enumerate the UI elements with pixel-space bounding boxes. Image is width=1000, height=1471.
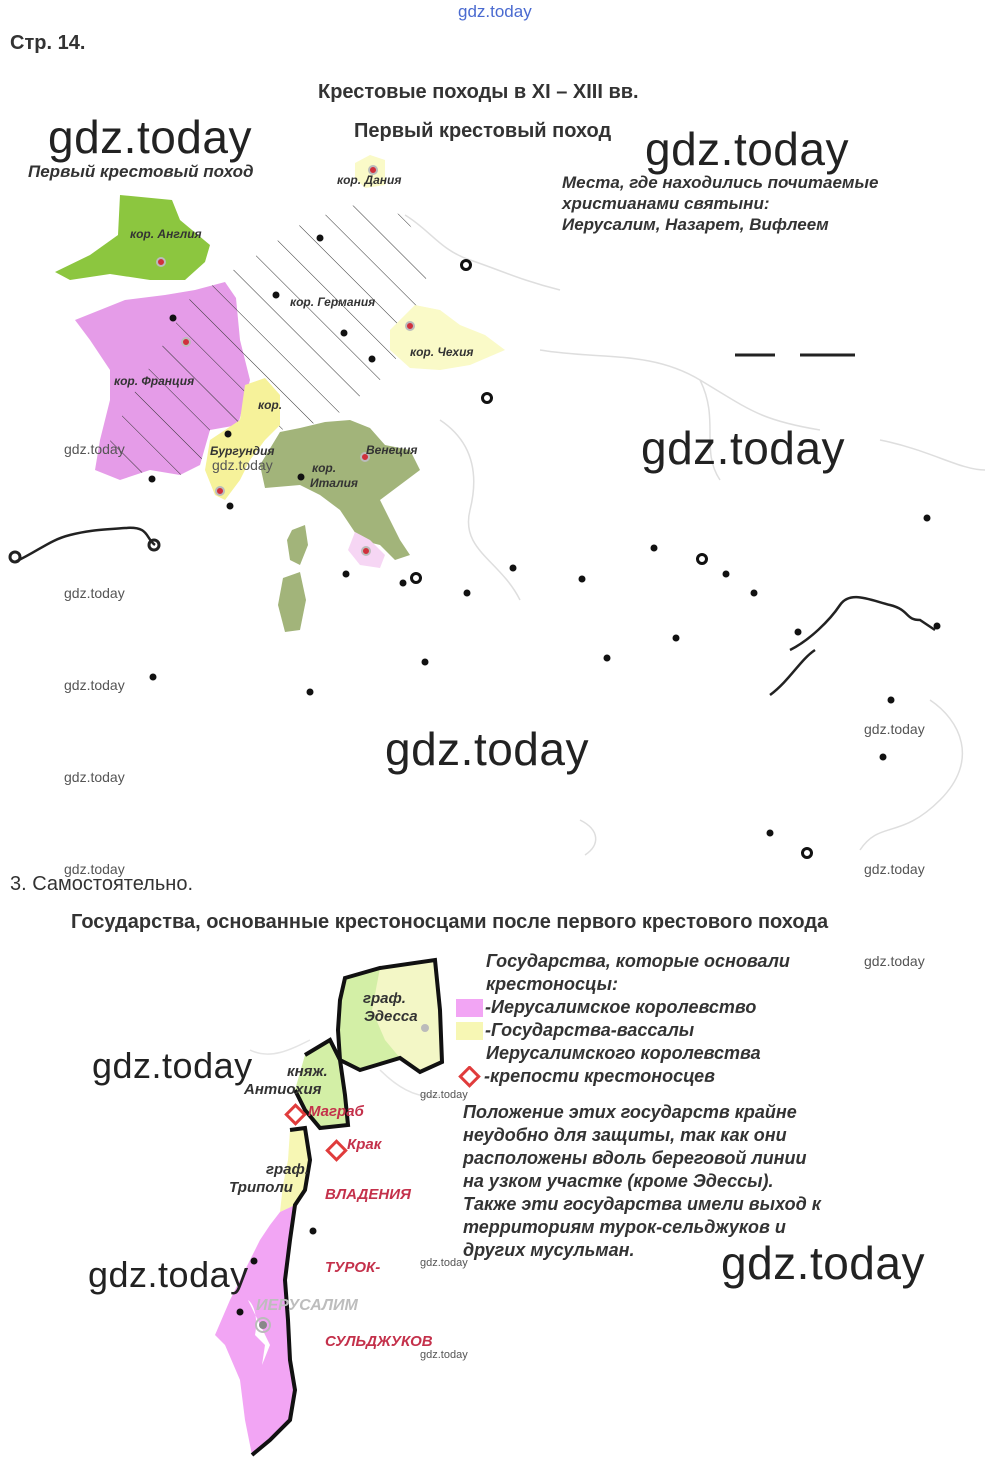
possessions-label: ВЛАДЕНИЯ bbox=[325, 1186, 411, 1203]
jerusalem-region bbox=[215, 1205, 295, 1455]
watermark: gdz.today bbox=[64, 861, 125, 877]
site-tag: gdz.today bbox=[458, 2, 532, 21]
margab-label: Маграб bbox=[308, 1103, 364, 1120]
watermark: gdz.today bbox=[92, 1045, 253, 1086]
section-label: 3. Самостоятельно. bbox=[10, 873, 193, 895]
watermark: gdz.today bbox=[721, 1237, 925, 1289]
legend-heading: крестоносцы: bbox=[486, 974, 618, 994]
fortress-krak-icon bbox=[327, 1141, 345, 1159]
jerusalem-city bbox=[259, 1321, 267, 1329]
note-line: на узком участке (кроме Эдессы). bbox=[463, 1171, 774, 1191]
watermark: gdz.today bbox=[64, 441, 125, 457]
jerusalem-label: ИЕРУСАЛИМ bbox=[256, 1297, 358, 1314]
legend-heading: Государства, которые основали bbox=[486, 951, 790, 971]
map1-caption: Первый крестовый поход bbox=[28, 162, 254, 181]
germany-label: кор. Германия bbox=[290, 295, 376, 309]
watermark: gdz.today bbox=[645, 123, 849, 175]
krak-label: Крак bbox=[347, 1136, 382, 1153]
watermark: gdz.today bbox=[385, 723, 589, 775]
watermark: gdz.today bbox=[212, 457, 273, 473]
edessa-label-1: граф. bbox=[363, 990, 406, 1007]
tripoli-label-1: граф. bbox=[266, 1161, 309, 1178]
watermark: gdz.today bbox=[64, 677, 125, 693]
italy-label-1: кор. bbox=[312, 461, 337, 475]
task-title: Государства, основанные крестоносцами после первого крестового похода bbox=[71, 911, 829, 933]
denmark-label: кор. Дания bbox=[337, 173, 402, 187]
watermark: gdz.today bbox=[864, 861, 925, 877]
antioch-label-1: княж. bbox=[287, 1063, 328, 1080]
edessa-label-2: Эдесса bbox=[364, 1008, 418, 1025]
watermark: gdz.today bbox=[88, 1254, 249, 1295]
legend-label: Иерусалимского королевства bbox=[486, 1043, 761, 1063]
page-number: Стр. 14. bbox=[10, 32, 86, 54]
turks-label: ТУРОК- bbox=[325, 1259, 381, 1276]
note-line: расположены вдоль береговой линии bbox=[463, 1148, 807, 1168]
burgundy-label: Бургундия bbox=[210, 444, 275, 458]
note-line: Положение этих государств крайне bbox=[463, 1102, 797, 1122]
shrines-line: Иерусалим, Назарет, Вифлеем bbox=[562, 215, 829, 234]
venice-label: Венеция bbox=[366, 443, 418, 457]
czech-label: кор. Чехия bbox=[410, 345, 474, 359]
legend-label: -Иерусалимское королевство bbox=[485, 997, 757, 1017]
edessa-city bbox=[421, 1024, 429, 1032]
shrines-line: христианами святыни: bbox=[562, 194, 770, 213]
note-line: неудобно для защиты, так как они bbox=[463, 1125, 787, 1145]
kor-label: кор. bbox=[258, 398, 283, 412]
italy-label-2: Италия bbox=[310, 476, 358, 490]
tripoli-label-2: Триполи bbox=[229, 1179, 293, 1196]
antioch-label-2: Антиохия bbox=[244, 1081, 322, 1098]
england-label: кор. Англия bbox=[130, 227, 202, 241]
watermark: gdz.today bbox=[420, 1349, 468, 1361]
note-line: других мусульман. bbox=[463, 1240, 635, 1260]
seljuks-label: СУЛЬДЖУКОВ bbox=[325, 1333, 433, 1350]
watermark: gdz.today bbox=[420, 1089, 468, 1101]
shrines-line: Места, где находились почитаемые bbox=[562, 173, 879, 192]
watermark: gdz.today bbox=[420, 1257, 468, 1269]
watermark: gdz.today bbox=[48, 111, 252, 163]
legend-label: -крепости крестоносцев bbox=[484, 1066, 715, 1086]
map1-title: Крестовые походы в XI – XIII вв. bbox=[318, 81, 639, 103]
note-line: Также эти государства имели выход к bbox=[463, 1194, 821, 1214]
map1-subtitle: Первый крестовый поход bbox=[354, 120, 612, 142]
watermark: gdz.today bbox=[864, 953, 925, 969]
watermark: gdz.today bbox=[64, 769, 125, 785]
france-label: кор. Франция bbox=[114, 374, 195, 388]
legend-label: -Государства-вассалы bbox=[485, 1020, 695, 1040]
watermark: gdz.today bbox=[641, 422, 845, 474]
watermark: gdz.today bbox=[864, 721, 925, 737]
note-line: территориям турок-сельджуков и bbox=[463, 1217, 786, 1237]
watermark: gdz.today bbox=[64, 585, 125, 601]
